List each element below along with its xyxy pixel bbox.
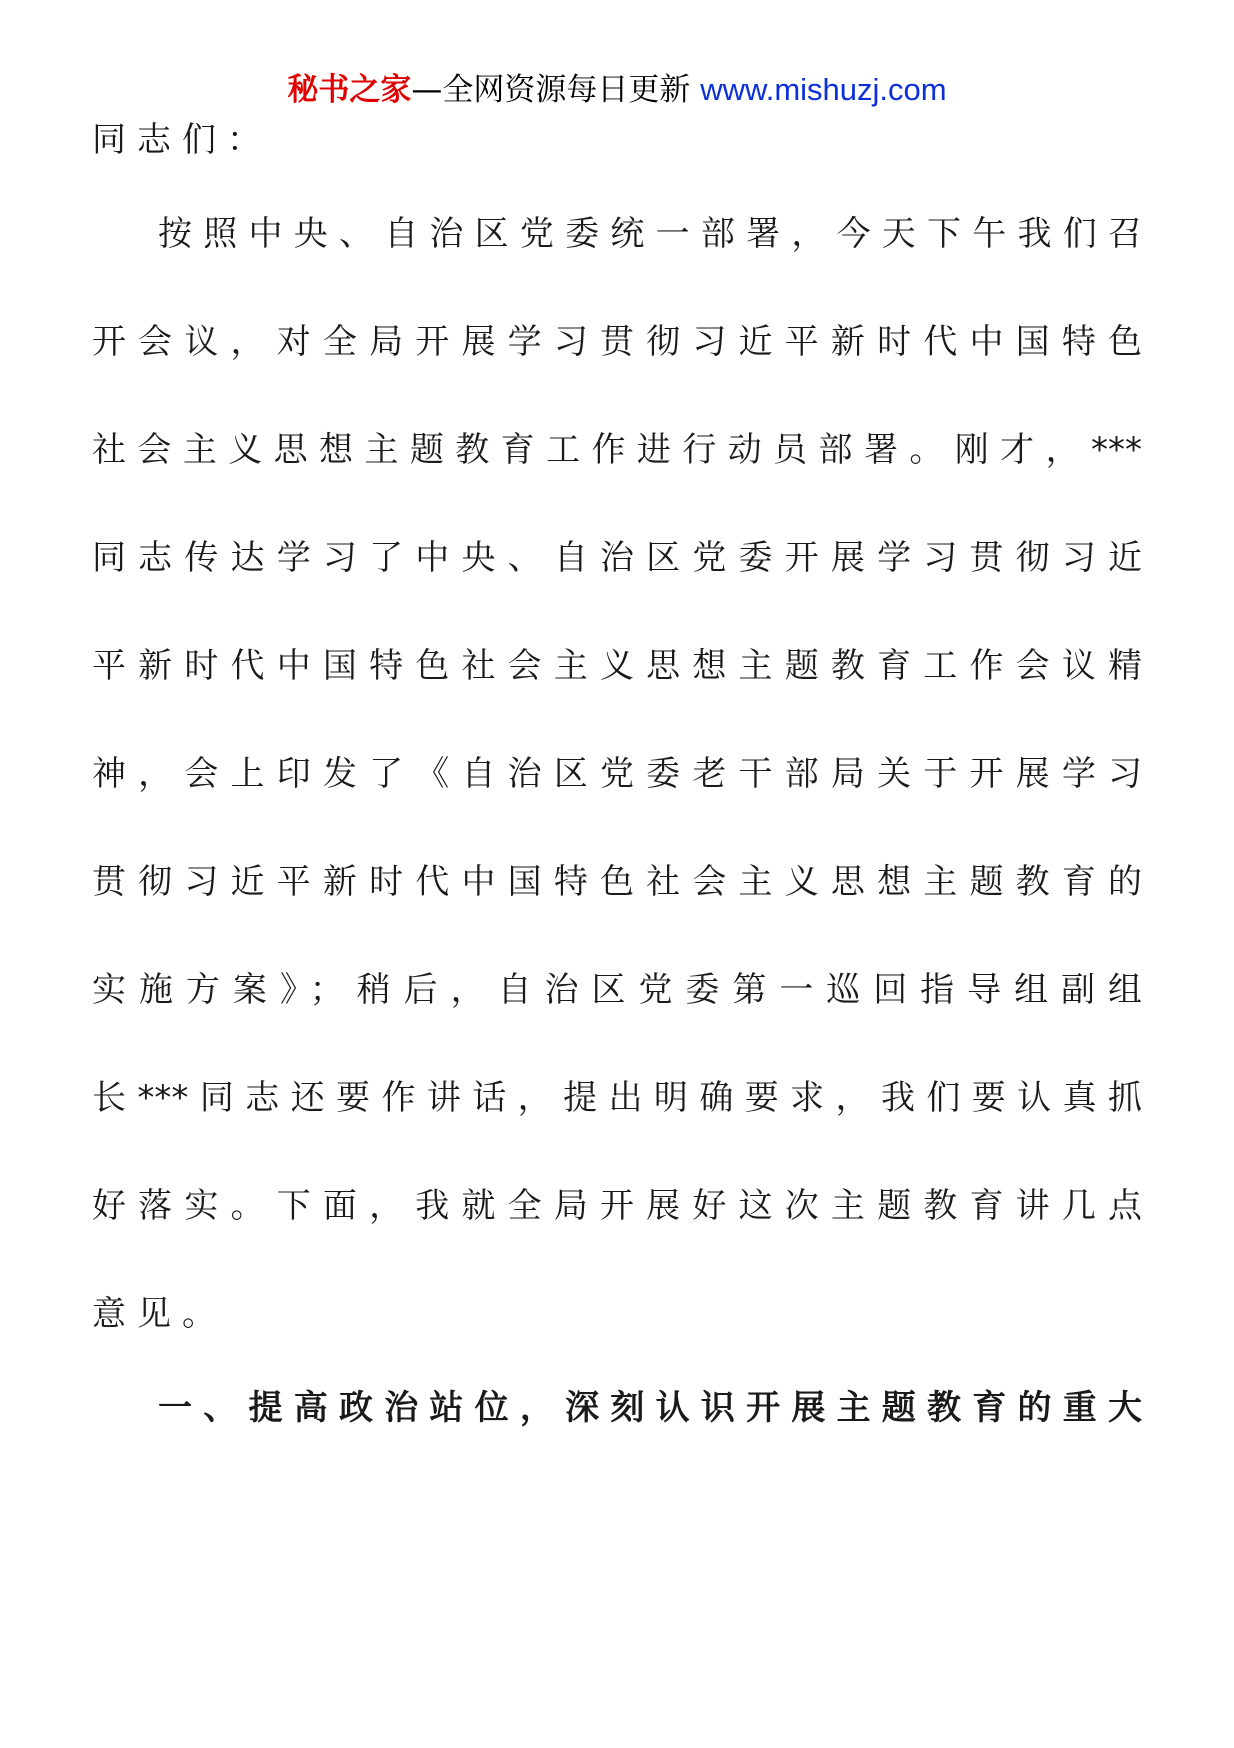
site-brand: 秘书之家	[287, 72, 412, 108]
paragraph-line: 实施方案》；稍后，自治区党委第一巡回指导组副组	[92, 970, 1142, 1010]
paragraph-line: 长***同志还要作讲话，提出明确要求，我们要认真抓	[92, 1078, 1142, 1118]
paragraph-line: 按照中央、自治区党委统一部署，今天下午我们召	[158, 214, 1142, 254]
paragraph-line: 意见。	[92, 1294, 227, 1334]
paragraph-line: 开会议，对全局开展学习贯彻习近平新时代中国特色	[92, 322, 1142, 362]
paragraph-line: 好落实。下面，我就全局开展好这次主题教育讲几点	[92, 1186, 1142, 1226]
paragraph-line: 贯彻习近平新时代中国特色社会主义思想主题教育的	[92, 862, 1142, 902]
paragraph-line: 平新时代中国特色社会主义思想主题教育工作会议精	[92, 646, 1142, 686]
section-heading: 一、提高政治站位，深刻认识开展主题教育的重大	[158, 1388, 1142, 1428]
salutation: 同志们：	[92, 120, 272, 160]
site-tagline: —全网资源每日更新	[411, 72, 701, 108]
paragraph-line: 社会主义思想主题教育工作进行动员部署。刚才，***	[92, 430, 1142, 470]
paragraph-line: 神，会上印发了《自治区党委老干部局关于开展学习	[92, 754, 1142, 794]
paragraph-line: 同志传达学习了中央、自治区党委开展学习贯彻习近	[92, 538, 1142, 578]
site-header	[0, 70, 1234, 110]
site-url-link[interactable]: www.mishuzj.com	[700, 72, 947, 107]
